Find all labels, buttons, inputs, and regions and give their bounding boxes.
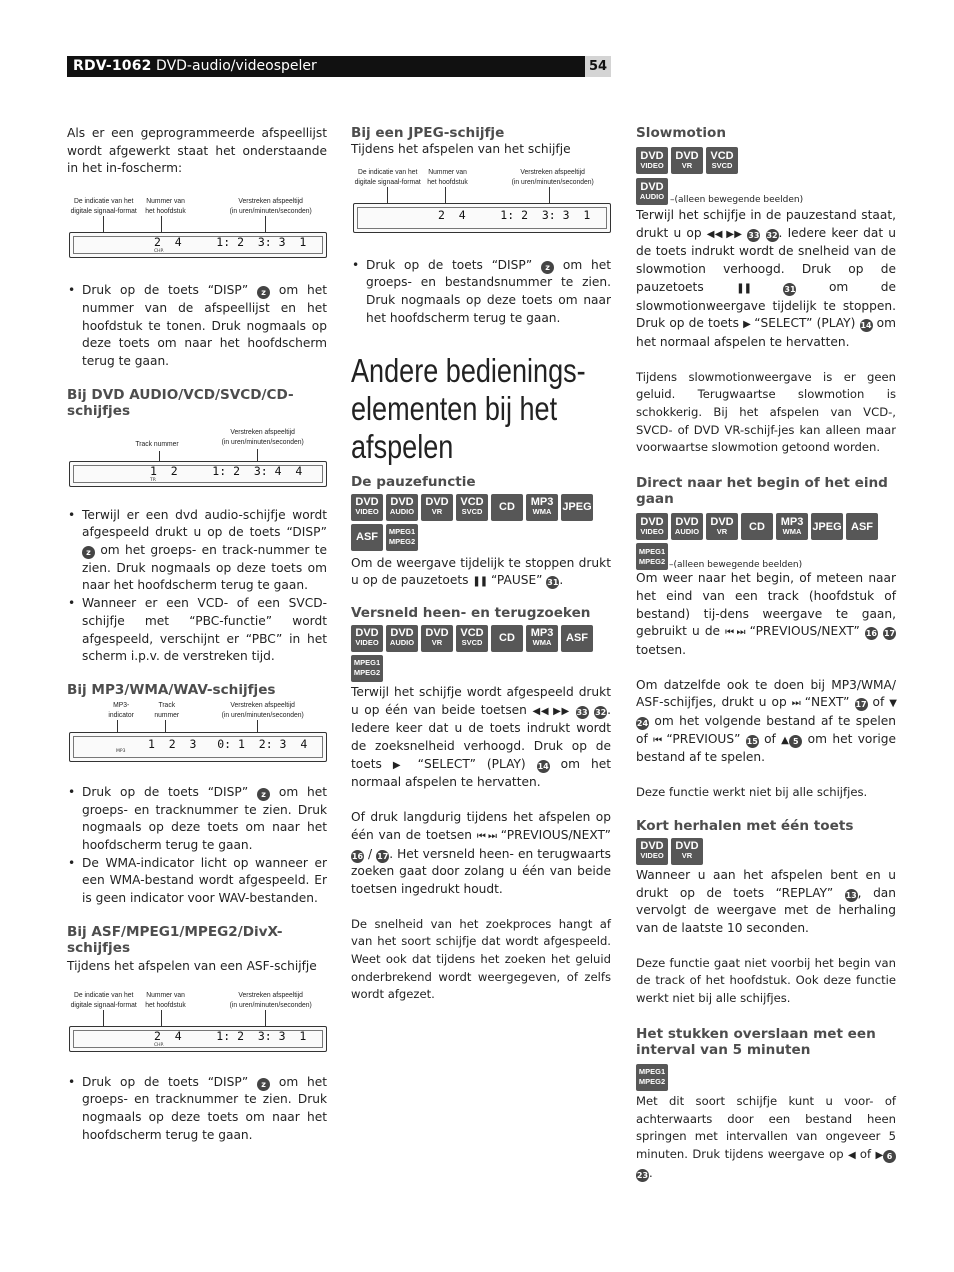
disc-format-badge: DVD VIDEO — [636, 147, 668, 174]
paragraph: Om datzelfde ook te doen bij MP3/WMA/ ASF-schijfjes, drukt u op ⏭ “NEXT” 17 of ▼24 om het volgende bestand af te spelen of ⏮ “PREVIOUS” 15 of ▲ 5 om het vorige bestand af te spelen. — [636, 677, 896, 765]
section-heading: Kort herhalen met één toets — [636, 817, 854, 834]
remote-key-number-icon: 16 — [351, 851, 364, 861]
disc-format-badge: DVD AUDIO — [671, 513, 703, 540]
remote-key-number-icon: 24 — [636, 719, 649, 729]
lcd-display: 1 2 1: 2 3: 4 4 TR — [69, 461, 327, 487]
remote-key-number-icon: z — [82, 546, 95, 559]
lcd-display: 1 2 3 0: 1 2: 3 4 MP3 — [69, 732, 327, 762]
disc-badges — [351, 494, 611, 551]
disc-format-badge: DVD AUDIO — [636, 178, 668, 205]
paragraph: Om weer naar het begin, of meteen naar het eind van een track (hoofdstuk of bestand) tij-dens weergave te gaan, gebruikt u de ⏮ ⏭ “PREVIOUS/NEXT” 16 17 toetsen. — [636, 571, 896, 657]
section-heading: Bij een JPEG-schijfje — [351, 125, 505, 141]
badge-row — [636, 543, 896, 570]
disc-badges — [636, 838, 896, 865]
remote-key-number-icon: 13 — [845, 890, 857, 900]
disc-badges — [351, 625, 611, 682]
disc-format-badge: DVD AUDIO — [386, 625, 418, 652]
disc-format-badge: MP3 WMA — [776, 513, 808, 540]
paragraph: Terwijl het schijfje wordt afgespeeld drukt u op één van beide toetsen ◀◀ ▶▶ 33 32. Iedere keer dat u de toets indrukt wordt de zoeksnelheid verhoogd. Druk op de toets ▶ “SELECT” (PLAY) 14 om het normaal afspelen te hervatten. — [351, 684, 612, 790]
remote-key-number-icon: z — [541, 261, 554, 274]
paragraph: Wanneer u aan het afspelen bent en u drukt op de toets “REPLAY” 13, dan vervolgt de weergave met de herhaling van de laatste 10 seconden. — [636, 867, 896, 935]
paragraph: Deze functie werkt niet bij alle schijfjes. — [636, 785, 868, 800]
paragraph: Om de weergave tijdelijk te stoppen drukt u op de pauzetoets ❚❚ “PAUSE” 31. — [351, 555, 611, 588]
disc-format-badge: MPEG1 MPEG2 — [636, 543, 668, 570]
remote-key-number-icon: z — [257, 1078, 270, 1091]
disc-format-badge: VCD SVCD — [706, 147, 738, 174]
title-line: elementen bij het — [351, 389, 558, 427]
lcd-display — [353, 203, 611, 233]
remote-key-number-icon: 17 — [377, 851, 389, 861]
section-heading: Bij ASF/MPEG1/MPEG2/DivX-schijfjes — [67, 923, 283, 956]
remote-key-number-icon: 23 — [636, 1170, 649, 1180]
badge-dvd-audio: DVD AUDIO — [386, 494, 418, 521]
lcd-display: 2 4 1: 2 3: 3 1 CHP. — [69, 1026, 327, 1052]
display-diagram-jpeg: De indicatie van het digitale signaal-format Nummer van het hoofdstuk Verstreken afspeeltijd (in uren/minuten/seconden) 2 4 1: 2 3: 3 1 — [351, 167, 613, 233]
badge-cd: CD — [491, 494, 523, 521]
intro-text: Als er een geprogrammeerde afspeellijst wordt afgewerkt staat het onderstaande in het in-foscherm: — [67, 126, 327, 176]
section-heading: Direct naar het begin of het eind gaan — [636, 475, 888, 508]
list-item: • Druk op de toets “DISP” z om het groeps- en tracknummer te zien. Druk nogmaals op deze toets om naar het hoofdscherm terug te gaan. — [67, 1074, 327, 1145]
diagram-label: Nummer van het hoofdstuk — [145, 196, 186, 216]
remote-key-number-icon: 17 — [883, 629, 896, 639]
lcd-display: 2 4 1: 2 3: 3 1 CHP. — [69, 232, 327, 258]
paragraph: Of druk langdurig tijdens het afspelen op één van de toetsen ⏮ ⏭ “PREVIOUS/NEXT” 16 / 17. Het versneld heen- en terugwaarts zoeken gaat door zolang u één van beide toetsen ingedrukt houdt. — [351, 810, 611, 896]
diagram-label: De indicatie van het digitale signaal-format — [70, 196, 137, 216]
remote-key-number-icon: 17 — [855, 700, 867, 710]
badge-mp3-wma: MP3 WMA — [526, 494, 558, 521]
lcd-digits: 2 4 1: 2 3: 3 1 — [438, 207, 591, 222]
column-left — [67, 125, 327, 1144]
remote-key-number-icon: 14 — [537, 761, 549, 771]
disp-key-icon: z — [257, 286, 270, 299]
disc-format-badge: DVD VR — [671, 147, 703, 174]
badge-vcd-svcd: VCD SVCD — [456, 494, 488, 521]
disc-badges — [636, 513, 896, 540]
section-heading: Het stukken overslaan met een interval van 5 minuten — [636, 1025, 876, 1058]
disc-format-badge: MP3 WMA — [526, 625, 558, 652]
remote-key-number-icon: 32 — [595, 707, 607, 717]
disc-format-badge: DVD VIDEO — [351, 625, 383, 652]
disc-format-badge: DVD VR — [421, 625, 453, 652]
column-right — [636, 125, 896, 1182]
section-heading: De pauzefunctie — [351, 473, 476, 490]
display-diagram-mp3: MP3- indicator Track nummer Verstreken afspeeltijd (in uren/minuten/seconden) 1 2 3 0: 1 2: 3 4 MP3 — [67, 700, 329, 762]
list-item: • Druk op de toets “DISP” z om het groeps- en tracknummer te zien. Druk nogmaals op deze toets om naar het hoofdscherm terug te gaan. — [67, 784, 327, 855]
lcd-digits: 1 2 1: 2 3: 4 4 — [150, 463, 303, 478]
model-name: RDV-1062 — [73, 58, 152, 74]
badge-jpeg: JPEG — [561, 494, 593, 521]
list-item: • Druk op de toets “DISP” z om het groeps- en bestandsnummer te zien. Druk nogmaals op deze toets om naar het hoofdscherm terug te gaan. — [351, 257, 611, 328]
paragraph: Deze functie gaat niet voorbij het begin van de track of het hoofdstuk. Ook deze functie werkt niet bij alle schijfjes. — [636, 955, 896, 1006]
badge-note: –(alleen bewegende beelden) — [670, 195, 804, 205]
badge-dvd-video: DVD VIDEO — [351, 494, 383, 521]
list-item: • Terwijl er een dvd audio-schijfje wordt afgespeeld drukt u op de toets “DISP” z om het groeps- en track-nummer te zien. Druk nogmaals op deze toets om naar het hoofdscherm terug te gaan. — [67, 507, 327, 596]
paragraph: Terwijl het schijfje in de pauzestand staat, drukt u op ◀◀ ▶▶ 33 32. Iedere keer dat u de toets indrukt wordt de snelheid van de slowmotion verhoogd. Druk op de pauzetoets ❚❚ 31 om de slowmotionweergave tijdelijk te stoppen. Druk op de toets ▶ “SELECT” (PLAY) 14 om het normaal afspelen te hervatten. — [636, 208, 897, 349]
disc-format-badge: ASF — [846, 513, 878, 540]
paragraph: Tijdens slowmotionweergave is er geen geluid. Terugwaartse slowmotion is schokkerig. Bij het afspelen van VCD-, SVCD- of DVD VR-schijf-jes kan alleen maar voorwaartse slowmotion getoond worden. — [636, 369, 896, 455]
display-diagram-cd: Track nummer Verstreken afspeeltijd (in uren/minuten/seconden) 1 2 1: 2 3: 4 4 TR — [67, 427, 329, 487]
disc-format-badge: CD — [741, 513, 773, 540]
section-heading: Slowmotion — [636, 125, 727, 141]
title-line: afspelen — [351, 427, 454, 465]
disc-format-badge: ASF — [561, 625, 593, 652]
disc-format-badge: MPEG1 MPEG2 — [636, 1064, 668, 1091]
remote-key-number-icon: 6 — [883, 1150, 896, 1163]
paragraph: Tijdens het afspelen van het schijfje — [351, 142, 571, 156]
remote-key-number-icon: 5 — [789, 735, 802, 748]
lcd-digits: 1 2 3 0: 1 2: 3 4 — [148, 736, 308, 751]
display-diagram-playlist — [67, 196, 329, 258]
column-middle — [351, 125, 611, 1004]
list-item: • Wanneer er een VCD- of een SVCD-schijfje met “PBC-functie” wordt afgespeeld, verschijnt er “PBC” in het scherm i.p.v. de verstreken tijd. — [67, 595, 327, 666]
page-header — [67, 56, 585, 77]
remote-key-number-icon: 33 — [576, 707, 588, 717]
chapter-title — [351, 351, 611, 465]
remote-key-number-icon: z — [257, 788, 270, 801]
remote-key-number-icon: 15 — [746, 736, 758, 746]
badge-asf: ASF — [351, 524, 383, 551]
section-heading: Bij DVD AUDIO/VCD/SVCD/CD-schijfjes — [67, 386, 294, 419]
remote-key-number-icon: 31 — [547, 578, 559, 588]
disc-format-badge: JPEG — [811, 513, 843, 540]
badge-dvd-vr: DVD VR — [421, 494, 453, 521]
page-number: 54 — [585, 56, 611, 77]
header-subtitle: DVD-audio/videospeler — [151, 58, 317, 74]
disc-format-badge: MPEG1 MPEG2 — [351, 655, 383, 682]
remote-key-number-icon: 33 — [748, 230, 760, 240]
list-item: • De WMA-indicator licht op wanneer er een WMA-bestand wordt afgespeeld. Er is geen indicator voor WAV-bestanden. — [67, 855, 327, 908]
disc-format-badge: DVD VIDEO — [636, 838, 668, 865]
disc-format-badge: DVD VR — [671, 838, 703, 865]
disc-format-badge: VCD SVCD — [456, 625, 488, 652]
disc-badges — [636, 1064, 896, 1091]
disc-format-badge: DVD VR — [706, 513, 738, 540]
badge-row — [636, 178, 896, 205]
disc-badges — [636, 147, 896, 174]
display-diagram-asf: De indicatie van het digitale signaal-format Nummer van het hoofdstuk Verstreken afspeeltijd (in uren/minuten/seconden) 2 4 1: 2 3: 3 1 CHP. — [67, 990, 329, 1052]
lcd-digits: 2 4 1: 2 3: 3 1 — [154, 235, 307, 250]
remote-key-number-icon: 31 — [784, 284, 796, 294]
paragraph: De snelheid van het zoekproces hangt af van het soort schijfje dat wordt afgespeeld. Weet ook dat tijdens het zoeken het geluid onderbrekend wordt weergegeven, of zelfs wordt afgezet. — [351, 916, 611, 1002]
disc-format-badge: DVD VIDEO — [636, 513, 668, 540]
section-heading: Versneld heen- en terugzoeken — [351, 604, 591, 621]
badge-note: –(alleen bewegende beelden) — [669, 560, 803, 571]
remote-key-number-icon: 32 — [766, 230, 778, 240]
remote-key-number-icon: 14 — [860, 321, 872, 331]
section-heading: Bij MP3/WMA/WAV-schijfjes — [67, 681, 276, 698]
badge-mpeg: MPEG1 MPEG2 — [386, 524, 418, 551]
lcd-digits: 2 4 1: 2 3: 3 1 — [154, 1028, 307, 1043]
remote-key-number-icon: 16 — [865, 629, 877, 639]
paragraph: Met dit soort schijfje kunt u voor- of achterwaarts door een bestand heen springen met intervallen van ongeveer 5 minuten. Druk tijdens weergave op ◀ of ▶ 6 23. — [636, 1093, 896, 1180]
disc-format-badge: CD — [491, 625, 523, 652]
title-line: Andere bedienings- — [351, 351, 586, 389]
diagram-label: Verstreken afspeeltijd (in uren/minuten/seconden) — [229, 196, 312, 216]
paragraph: Tijdens het afspelen van een ASF-schijfje — [67, 958, 317, 973]
list-item: • Druk op de toets “DISP” z om het nummer van de afspeellijst en het hoofdstuk te tonen. Druk nogmaals op deze toets om naar het hoofdscherm terug te gaan. — [67, 282, 327, 371]
